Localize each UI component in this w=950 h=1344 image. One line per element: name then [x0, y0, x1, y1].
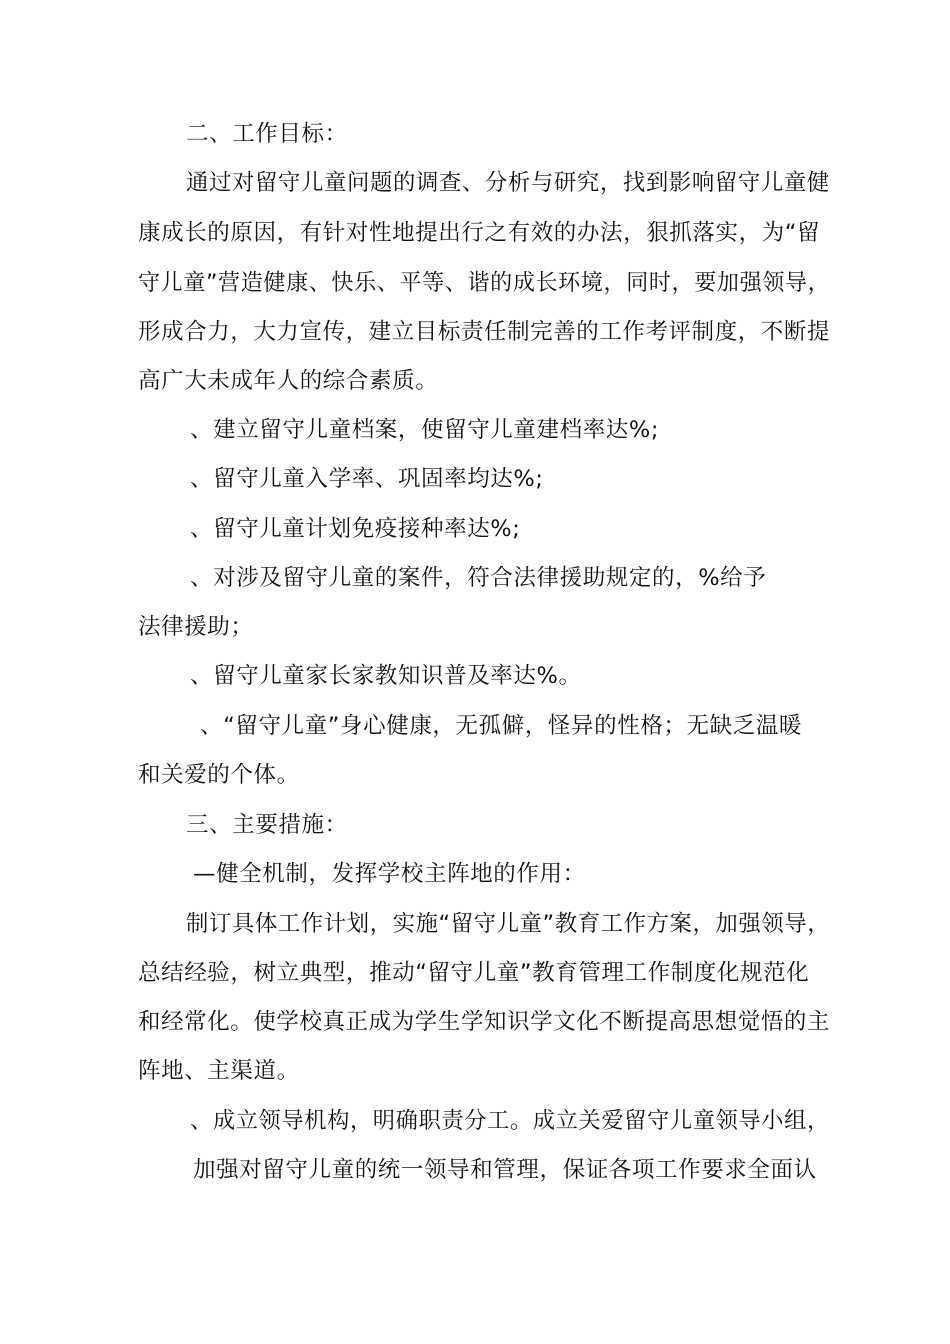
- paragraph-line: 守儿童”营造健康、快乐、平等、谐的成长环境，同时，要加强领导，: [138, 270, 831, 296]
- paragraph-line: 和经常化。使学校真正成为学生学知识学文化不断提高思想觉悟的主: [138, 1009, 831, 1035]
- goal-item: 、“留守儿童”身心健康，无孤僻，怪异的性格；无缺乏温暖: [200, 713, 803, 739]
- paragraph-line: 制订具体工作计划，实施“留守儿童”教育工作方案，加强领导，: [186, 911, 831, 937]
- paragraph-line: 高广大未成年人的综合素质。: [138, 368, 439, 394]
- goal-item: 、建立留守儿童档案，使留守儿童建档率达%;: [190, 417, 660, 443]
- goal-item: 、对涉及留守儿童的案件，符合法律援助规定的，%给予: [190, 565, 767, 591]
- paragraph-line: 加强对留守儿童的统一领导和管理，保证各项工作要求全面认: [193, 1157, 817, 1183]
- paragraph-line: 总结经验，树立典型，推动“留守儿童”教育管理工作制度化规范化: [138, 960, 810, 986]
- goal-item-continuation: 法律援助；: [138, 614, 254, 640]
- section-heading-goals: 二、工作目标：: [186, 121, 348, 147]
- paragraph-line: 阵地、主渠道。: [138, 1058, 300, 1084]
- measure-item: 、成立领导机构，明确职责分工。成立关爱留守儿童领导小组，: [190, 1108, 830, 1134]
- paragraph-line: 形成合力，大力宣传，建立目标责任制完善的工作考评制度，不断提: [138, 319, 831, 345]
- paragraph-line: 康成长的原因，有针对性地提出行之有效的办法，狠抓落实，为“留: [138, 220, 821, 246]
- paragraph-line: 通过对留守儿童问题的调查、分析与研究，找到影响留守儿童健: [186, 170, 830, 196]
- subheading: —健全机制，发挥学校主阵地的作用：: [193, 861, 586, 887]
- goal-item-continuation: 和关爱的个体。: [138, 762, 300, 788]
- goal-item: 、留守儿童计划免疫接种率达%;: [190, 516, 521, 542]
- goal-item: 、留守儿童家长家教知识普及率达%。: [190, 663, 582, 689]
- goal-item: 、留守儿童入学率、巩固率均达%;: [190, 466, 544, 492]
- section-heading-measures: 三、主要措施：: [186, 812, 348, 838]
